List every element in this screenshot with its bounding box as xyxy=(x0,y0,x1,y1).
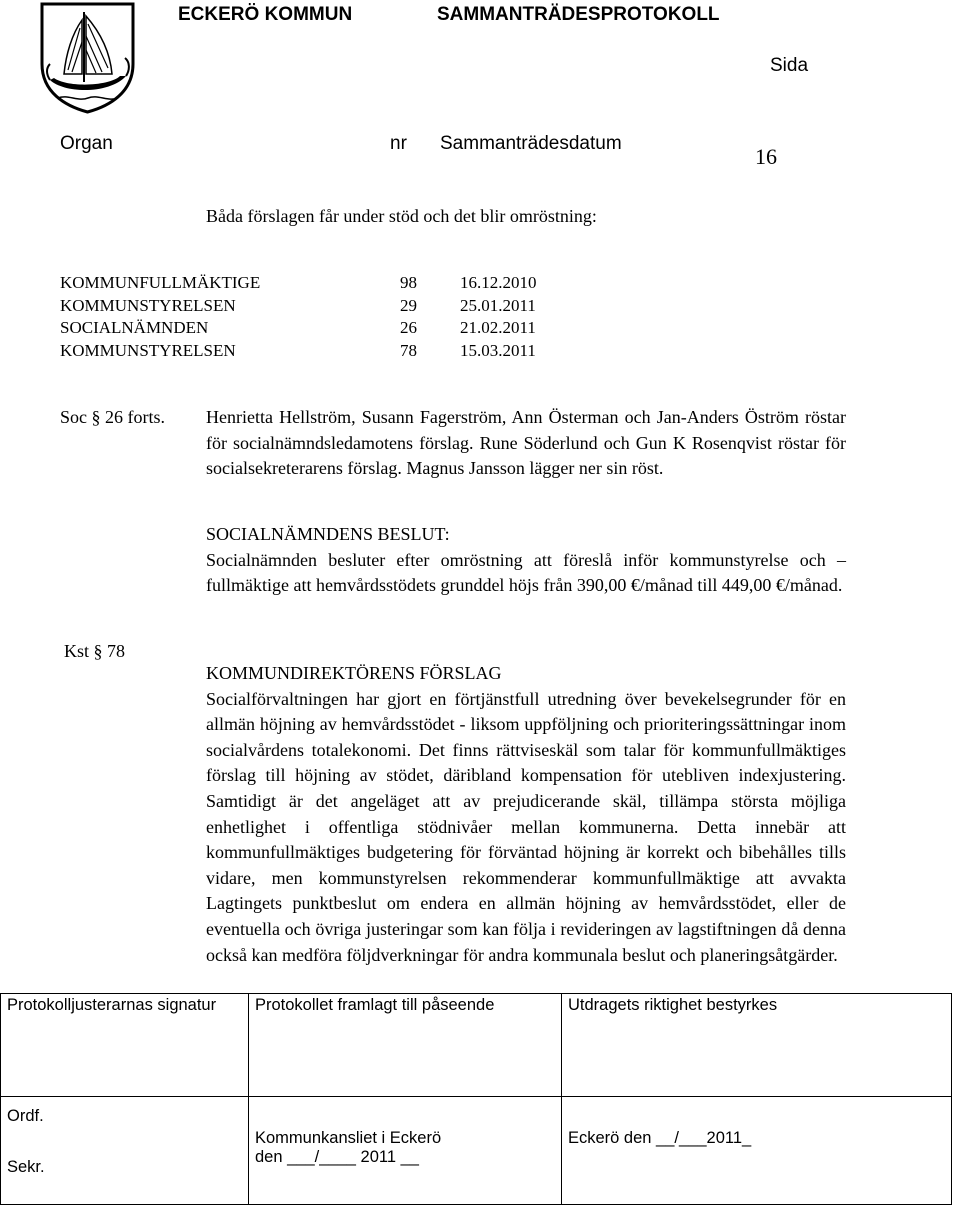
vote-nr: 78 xyxy=(400,340,417,360)
vote-nr: 26 xyxy=(400,318,417,337)
ordf-label: Ordf. xyxy=(7,1107,44,1126)
posted-title: Protokollet framlagt till påseende xyxy=(255,996,495,1014)
kst-section-label: Kst § 78 xyxy=(64,641,126,661)
soc-decision-block xyxy=(206,522,846,599)
organ-label: Organ xyxy=(60,133,113,154)
municipal-crest xyxy=(40,2,135,114)
posted-place: Kommunkansliet i Eckerö xyxy=(255,1129,442,1148)
vote-body: KOMMUNSTYRELSEN xyxy=(60,340,236,360)
org-name: ECKERÖ KOMMUN xyxy=(178,4,353,25)
signature-footer xyxy=(0,993,952,1205)
footer-posted-cell xyxy=(249,1097,562,1205)
footer-certified-title xyxy=(562,994,952,1097)
soc-voting-text: Henrietta Hellström, Susann Fagerström, Ann Österman och Jan-Anders Öström röstar för socialnämndsledamotens förslag. Rune Söderlund och Gun K Rosenqvist röstar för socialsekreterarens förslag. Magnus Jansson lägger ner sin röst. xyxy=(206,407,846,479)
vote-date: 15.03.2011 xyxy=(460,340,536,360)
footer-posted-title xyxy=(249,994,562,1097)
soc-decision-heading: SOCIALNÄMNDENS BESLUT: xyxy=(206,524,450,544)
kst-proposal-block xyxy=(206,661,846,968)
vote-history-table xyxy=(60,272,580,362)
posted-date: den ___/____ 2011 __ xyxy=(255,1148,419,1167)
soc-section-label: Soc § 26 forts. xyxy=(60,407,165,427)
vote-body: KOMMUNFULLMÄKTIGE xyxy=(60,273,261,292)
certified-title: Utdragets riktighet bestyrkes xyxy=(568,996,778,1014)
vote-row xyxy=(60,317,580,340)
meeting-date-label: Sammanträdesdatum xyxy=(440,133,622,154)
certified-date: Eckerö den __/___2011_ xyxy=(568,1129,752,1148)
document-type: SAMMANTRÄDESPROTOKOLL xyxy=(437,4,720,25)
soc-decision-text: Socialnämnden besluter efter omröstning att föreslå inför kommunstyrelse och – fullmäktige att hemvårdsstödets grunddel höjs från 390,00 €/månad till 449,00 €/månad. xyxy=(206,549,846,596)
footer-signatures-title xyxy=(1,994,249,1097)
vote-date: 21.02.2011 xyxy=(460,318,536,337)
nr-label: nr xyxy=(390,133,407,154)
kst-proposal-heading: KOMMUNDIREKTÖRENS FÖRSLAG xyxy=(206,663,502,683)
intro-line: Båda förslagen får under stöd och det blir omröstning: xyxy=(206,206,597,226)
vote-date: 16.12.2010 xyxy=(460,273,537,292)
vote-body: KOMMUNSTYRELSEN xyxy=(60,295,236,315)
footer-certified-cell xyxy=(562,1097,952,1205)
vote-body: SOCIALNÄMNDEN xyxy=(60,318,209,337)
vote-nr: 29 xyxy=(400,295,417,315)
kst-proposal-text: Socialförvaltningen har gjort en förtjänstfull utredning över bevekelsegrunder för en allmän höjning av hemvårdsstödet - liksom uppföljning och prioriteringssättningar inom socialvårdens totalekonomi. Det finns rättviseskäl som talar för kommunfullmäktiges förslag till höjning av stödet, däribland kompensation för utebliven indexjustering. Samtidigt är det angeläget att av prejudicerande skäl, tillämpa största möjliga enhetlighet i offentliga stödnivåer mellan kommunerna. Detta innebär att kommunfullmäktiges budgetering för förväntad höjning är korrekt och bibehålles tills vidare, men kommunstyrelsen rekommenderar kommunfullmäktige att avvakta Lagtingets punktbeslut om endera en allmän höjning av hemvårdsstödet, eller de eventuella och övriga justeringar som kan följa i revideringen av lagstiftningen då denna också kan medföra följdverkningar för andra kommunala beslut och planeringsåtgärder. xyxy=(206,688,846,965)
signatures-title: Protokolljusterarnas signatur xyxy=(7,996,217,1014)
crest-ship-icon xyxy=(40,2,135,114)
vote-nr: 98 xyxy=(400,273,417,292)
sekr-label: Sekr. xyxy=(7,1158,45,1177)
page-label: Sida xyxy=(770,55,809,76)
vote-row xyxy=(60,295,580,318)
vote-row xyxy=(60,272,580,295)
footer-signers-cell xyxy=(1,1097,249,1205)
vote-date: 25.01.2011 xyxy=(460,295,536,315)
vote-row xyxy=(60,340,580,363)
page-number: 16 xyxy=(755,144,777,169)
soc-voting-paragraph xyxy=(206,405,846,482)
